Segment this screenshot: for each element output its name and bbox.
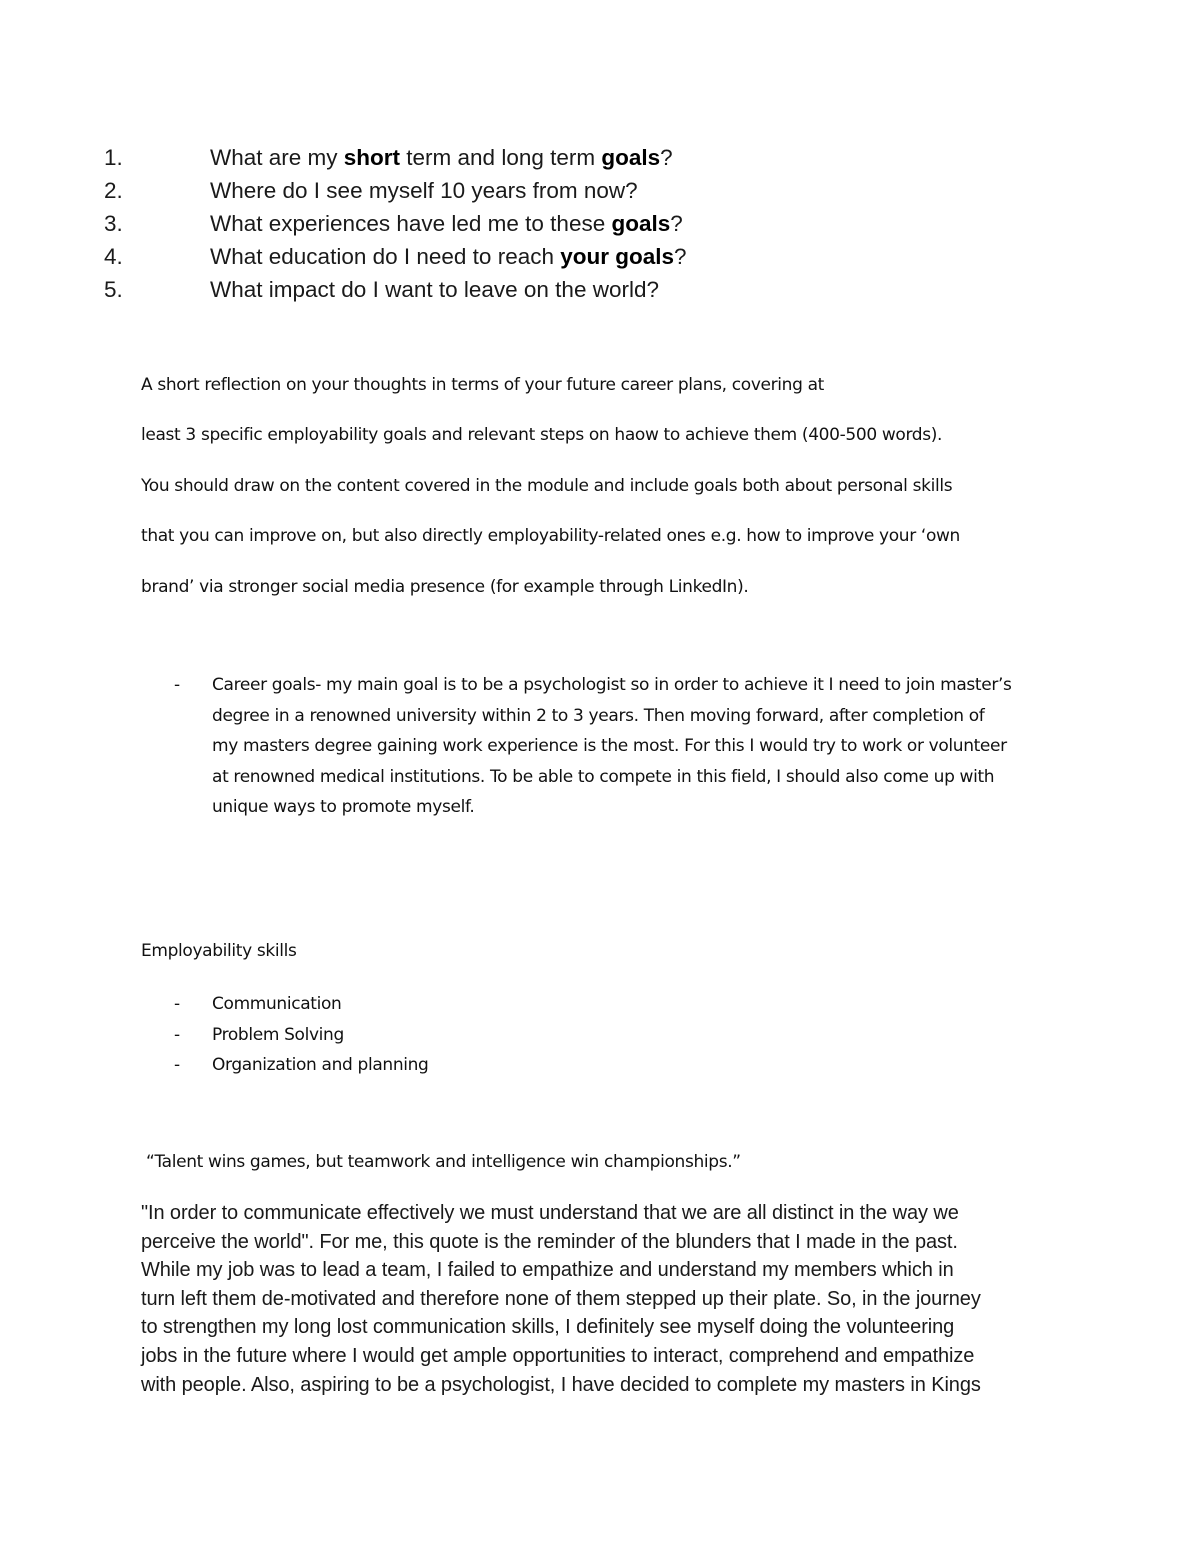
career-goal-line: at renowned medical institutions. To be able to compete in this field, I should also come up with (212, 766, 995, 787)
essay-line: perceive the world". For me, this quote is the reminder of the blunders that I made in the past. (141, 1230, 958, 1253)
question-text-part: ? (670, 211, 683, 236)
question-bold-part: goals (601, 145, 661, 170)
career-goal-line: unique ways to promote myself. (212, 797, 475, 817)
quote: “Talent wins games, but teamwork and intelligence win championships.” (146, 1152, 741, 1172)
skills-list (174, 989, 1074, 1081)
question-number: 5. (104, 277, 123, 302)
essay-line: jobs in the future where I would get ample opportunities to interact, comprehend and empathize (141, 1344, 975, 1367)
essay-paragraph (141, 1199, 1081, 1399)
list-item (174, 989, 1074, 1020)
question-text-part: What experiences have led me to these (210, 211, 612, 236)
skills-heading: Employability skills (141, 941, 297, 961)
list-item (174, 1050, 1074, 1081)
skill-label: Organization and planning (212, 1055, 429, 1075)
dash-bullet: - (174, 1024, 180, 1045)
question-text-part: What education do I need to reach (210, 244, 561, 269)
question-item (104, 141, 1004, 174)
essay-line: While my job was to lead a team, I failed to empathize and understand my members which in (141, 1259, 954, 1282)
brief-line: least 3 specific employability goals and relevant steps on haow to achieve them (400-500 words). (141, 425, 943, 446)
question-number: 2. (104, 178, 123, 203)
question-bold-part: your goals (560, 244, 675, 269)
career-goal-line: Career goals- my main goal is to be a psychologist so in order to achieve it I need to join master’s (212, 675, 1012, 695)
question-text (210, 273, 659, 306)
career-goal-line: my masters degree gaining work experience is the most. For this I would try to work or volunteer (212, 736, 1007, 756)
assignment-brief (141, 372, 1081, 624)
essay-line: to strengthen my long lost communication skills, I definitely see myself doing the volunteering (141, 1316, 955, 1339)
brief-line: You should draw on the content covered in the module and include goals both about personal skills (141, 475, 953, 496)
question-bold-part: short (343, 145, 401, 170)
brief-line: A short reflection on your thoughts in terms of your future career plans, covering at (141, 375, 824, 395)
skill-label: Problem Solving (212, 1024, 344, 1045)
question-text (210, 141, 673, 174)
question-bold-part: goals (611, 211, 671, 236)
dash-bullet: - (174, 994, 180, 1014)
question-text-part: What are my (210, 145, 344, 170)
career-goals-list (174, 670, 1074, 823)
question-text-part: ? (674, 244, 687, 269)
question-item (104, 207, 1004, 240)
list-item (174, 1020, 1074, 1051)
essay-line: "In order to communicate effectively we must understand that we are all distinct in the way we (141, 1202, 959, 1224)
brief-line: that you can improve on, but also directly employability-related ones e.g. how to improve your ‘own (141, 526, 960, 547)
essay-line: turn left them de-motivated and therefore none of them stepped up their plate. So, in the journey (141, 1287, 981, 1310)
question-text (210, 240, 687, 273)
skill-label: Communication (212, 994, 342, 1014)
question-text (210, 207, 683, 240)
question-text-part: ? (660, 145, 673, 170)
question-text (210, 174, 638, 207)
question-number: 3. (104, 211, 123, 236)
question-item (104, 240, 1004, 273)
list-item (174, 670, 1062, 823)
question-number: 1. (104, 145, 123, 170)
essay-line: with people. Also, aspiring to be a psychologist, I have decided to complete my masters in Kings (141, 1373, 981, 1396)
brief-line: brand’ via stronger social media presence (for example through LinkedIn). (141, 576, 749, 597)
question-number: 4. (104, 244, 123, 269)
career-goal-line: degree in a renowned university within 2 to 3 years. Then moving forward, after completion of (212, 705, 985, 726)
question-item (104, 174, 1004, 207)
question-item (104, 273, 1004, 306)
question-text-part: Where do I see myself 10 years from now? (210, 178, 638, 203)
question-text-part: term and long term (400, 145, 602, 170)
question-text-part: What impact do I want to leave on the world? (210, 277, 659, 302)
dash-bullet: - (174, 1055, 180, 1075)
dash-bullet: - (174, 675, 180, 695)
questions-list (104, 141, 1004, 306)
